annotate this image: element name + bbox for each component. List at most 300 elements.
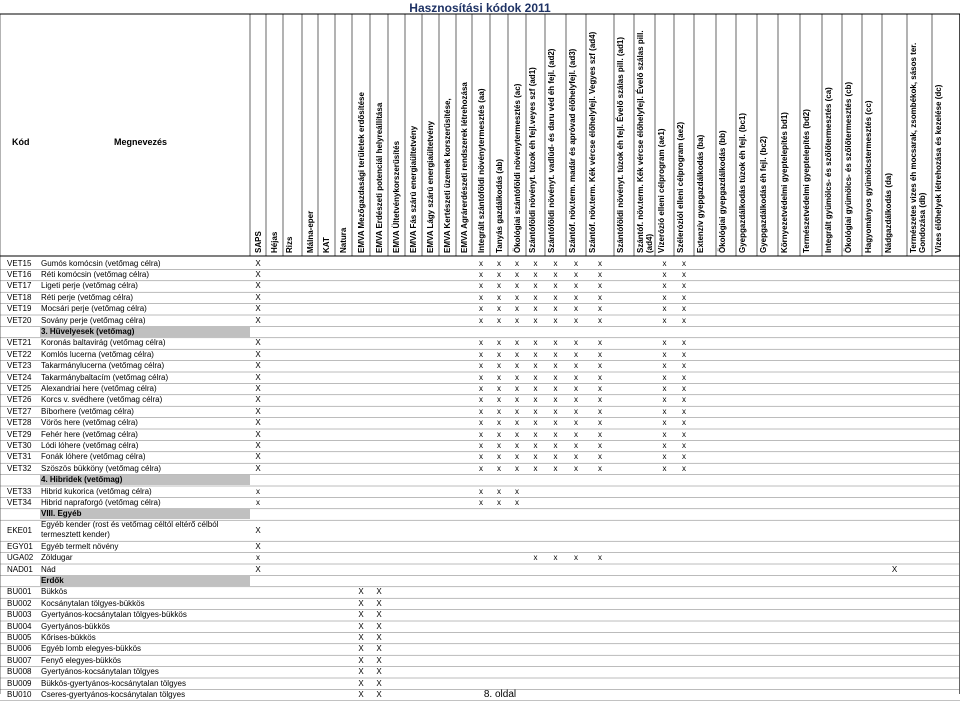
column-header: Natura <box>339 227 348 253</box>
mark-cell: x <box>533 406 538 416</box>
mark-cell: X <box>255 361 261 371</box>
mark-cell: X <box>255 418 261 428</box>
column-header: EMVA Agrárerdészeti rendszerek létrehozása <box>459 82 469 253</box>
column-header: Integrált gyümölcs- és szőlőtermesztés (ca) <box>824 87 833 253</box>
row-code: VET20 <box>7 315 32 325</box>
mark-cell: x <box>497 304 501 314</box>
mark-cell: x <box>662 383 667 393</box>
column-header: Gyepgazdálkodás éh fejl. (bc2) <box>759 136 768 253</box>
mark-cell: x <box>533 338 538 348</box>
mark-cell: X <box>358 632 364 642</box>
row-code: VET32 <box>7 463 32 473</box>
mark-cell: x <box>479 281 483 291</box>
mark-cell: x <box>574 383 578 393</box>
mark-cell: x <box>598 553 602 563</box>
mark-cell: x <box>553 258 558 268</box>
row-code: VET33 <box>7 486 32 496</box>
row-name: Gyertyános-bükkös <box>41 621 110 631</box>
column-header: Szántóf. növ.term. Kék vércse élőhelyfejl. Évelő szálas pill. (ad4) <box>636 30 654 253</box>
mark-cell: x <box>682 440 686 450</box>
mark-cell: X <box>358 655 364 665</box>
mark-cell: x <box>497 486 501 496</box>
mark-cell: x <box>682 258 686 268</box>
mark-cell: x <box>553 553 558 563</box>
row-code: VET16 <box>7 269 32 279</box>
row-code: VET28 <box>7 418 32 428</box>
mark-cell: x <box>662 269 667 279</box>
mark-cell: x <box>598 269 602 279</box>
row-code: VET27 <box>7 406 32 416</box>
row-name: Nád <box>41 564 56 574</box>
column-header: EMVA Mezőgazdasági területek erdősítése <box>356 92 366 253</box>
mark-cell: x <box>574 269 578 279</box>
mark-cell: x <box>533 452 538 462</box>
mark-cell: x <box>574 281 578 291</box>
mark-cell: x <box>598 258 602 268</box>
mark-cell: x <box>515 440 519 450</box>
mark-cell: x <box>533 418 538 428</box>
mark-cell: x <box>682 315 686 325</box>
row-code: BU004 <box>7 621 32 631</box>
row-name: Bíborhere (vetőmag célra) <box>41 406 134 416</box>
mark-cell: x <box>497 429 501 439</box>
mark-cell: x <box>553 281 558 291</box>
row-code: EKE01 <box>7 525 32 535</box>
mark-cell: x <box>553 440 558 450</box>
mark-cell: x <box>533 383 538 393</box>
mark-cell: x <box>598 304 602 314</box>
mark-cell: x <box>574 553 578 563</box>
row-code: BU006 <box>7 644 32 654</box>
mark-cell: x <box>533 292 538 302</box>
mark-cell: x <box>662 338 667 348</box>
mark-cell: x <box>574 429 578 439</box>
mark-cell: x <box>682 349 686 359</box>
row-name: Bükkös <box>41 587 68 597</box>
column-header: EMVA Fás szárú energiaültetvény <box>409 125 418 253</box>
row-code: BU002 <box>7 598 32 608</box>
row-name: Egyéb termelt növény <box>41 541 119 551</box>
mark-cell: x <box>598 349 602 359</box>
mark-cell: x <box>497 418 501 428</box>
mark-cell: x <box>479 258 483 268</box>
column-header: Ökológiai gyepgazdálkodás (bb) <box>718 130 727 253</box>
column-header: Hagyományos gyümölcstermesztés (cc) <box>864 100 873 253</box>
column-header: EMVA Erdészeti potenciál helyreállítása <box>374 102 384 253</box>
mark-cell: X <box>376 689 382 699</box>
mark-cell: x <box>515 269 519 279</box>
row-code: VET26 <box>7 395 32 405</box>
row-name: Réti komócsin (vetőmag célra) <box>41 269 150 279</box>
column-header: EMVA Kertészeti üzemek korszerűsítése, <box>443 98 452 253</box>
row-name: Fonák lóhere (vetőmag célra) <box>41 452 146 462</box>
mark-cell: x <box>553 463 558 473</box>
row-name: Vörös here (vetőmag célra) <box>41 418 138 428</box>
mark-cell: X <box>255 452 261 462</box>
mark-cell: x <box>497 395 501 405</box>
row-name: Sovány perje (vetőmag célra) <box>41 315 146 325</box>
column-header: Tanyás gazdálkodás (ab) <box>494 158 504 253</box>
mark-cell: x <box>515 304 519 314</box>
row-name: Egyéb kender (rost és vetőmag céltól eltérő célból termesztett kender) <box>41 519 219 539</box>
mark-cell: x <box>598 315 602 325</box>
mark-cell: x <box>574 258 578 268</box>
row-name: Takarmánybaltacím (vetőmag célra) <box>41 372 169 382</box>
mark-cell: x <box>479 406 483 416</box>
column-header: Málna-eper <box>305 210 315 253</box>
mark-cell: x <box>574 395 578 405</box>
row-code: VET17 <box>7 281 32 291</box>
mark-cell: X <box>255 315 261 325</box>
row-name: Gyertyános-kocsánytalan tölgyes <box>41 667 159 677</box>
mark-cell: x <box>553 418 558 428</box>
mark-cell: x <box>598 418 602 428</box>
mark-cell: X <box>376 621 382 631</box>
row-name: Kőrises-bükkös <box>41 632 96 642</box>
row-code: VET29 <box>7 429 32 439</box>
mark-cell: X <box>255 372 261 382</box>
mark-cell: x <box>682 406 686 416</box>
mark-cell: x <box>598 292 602 302</box>
mark-cell: x <box>574 338 578 348</box>
mark-cell: x <box>497 406 501 416</box>
section-heading: 4. Hibridek (vetőmag) <box>41 475 123 485</box>
mark-cell: x <box>574 349 578 359</box>
row-name: Komlós lucerna (vetőmag célra) <box>41 349 154 359</box>
mark-cell: x <box>662 406 667 416</box>
mark-cell: x <box>479 440 483 450</box>
row-name: Ligeti perje (vetőmag célra) <box>41 281 138 291</box>
mark-cell: x <box>574 406 578 416</box>
mark-cell: X <box>255 383 261 393</box>
mark-cell: x <box>515 486 519 496</box>
mark-cell: x <box>515 452 519 462</box>
row-code: VET18 <box>7 292 32 302</box>
mark-cell: X <box>376 655 382 665</box>
mark-cell: x <box>598 429 602 439</box>
column-header: Vizes élőhelyek létrehozása és kezelése (dc) <box>934 84 943 253</box>
mark-cell: x <box>533 349 538 359</box>
row-code: VET24 <box>7 372 32 382</box>
mark-cell: x <box>533 463 538 473</box>
mark-cell: x <box>598 383 602 393</box>
row-code: VET21 <box>7 338 32 348</box>
mark-cell: x <box>682 418 686 428</box>
mark-cell: X <box>255 349 261 359</box>
mark-cell: x <box>682 383 686 393</box>
page-number: 8. oldal <box>483 689 517 700</box>
mark-cell: x <box>553 406 558 416</box>
section-heading: Erdők <box>41 575 64 585</box>
row-name: Mocsári perje (vetőmag célra) <box>41 304 147 314</box>
mark-cell: x <box>479 292 483 302</box>
mark-cell: x <box>479 361 483 371</box>
mark-cell: x <box>479 372 483 382</box>
column-header: EMVA Ültetvénykorszerűsítés <box>392 140 401 253</box>
mark-cell: x <box>497 349 501 359</box>
mark-cell: x <box>662 258 667 268</box>
mark-cell: x <box>479 304 483 314</box>
mark-cell: x <box>515 258 519 268</box>
mark-cell: X <box>255 564 261 574</box>
mark-cell: x <box>598 281 602 291</box>
mark-cell: x <box>497 269 501 279</box>
row-code: BU010 <box>7 689 32 699</box>
row-name: Fehér here (vetőmag célra) <box>41 429 138 439</box>
mark-cell: x <box>515 497 519 507</box>
row-name: Kocsánytalan tölgyes-bükkös <box>41 598 145 608</box>
mark-cell: X <box>358 667 364 677</box>
mark-cell: x <box>682 269 686 279</box>
mark-cell: x <box>479 463 483 473</box>
mark-cell: X <box>255 525 261 535</box>
mark-cell: x <box>682 292 686 302</box>
row-name: Réti perje (vetőmag célra) <box>41 292 134 302</box>
mark-cell: x <box>533 361 538 371</box>
mark-cell: X <box>358 610 364 620</box>
column-header: Természetvédelmi gyeptelepítés (bd2) <box>802 109 811 253</box>
row-code: VET23 <box>7 361 32 371</box>
mark-cell: x <box>479 383 483 393</box>
column-header: Széleróziól elleni célprogram (ae2) <box>676 121 685 253</box>
column-header: Szántóföldi növényt. túzok éh fejl. Évelő szálas pill. (ad1) <box>616 36 625 253</box>
mark-cell: x <box>682 304 686 314</box>
mark-cell: X <box>255 406 261 416</box>
mark-cell: x <box>553 338 558 348</box>
mark-cell: x <box>515 349 519 359</box>
mark-cell: x <box>574 440 578 450</box>
mark-cell: X <box>376 632 382 642</box>
mark-cell: X <box>358 621 364 631</box>
row-name: Gumós komócsin (vetőmag célra) <box>41 258 161 268</box>
column-header: Ökológiai szántóföldi növénytermesztés (ac) <box>512 83 522 253</box>
row-name: Cseres-gyertyános-kocsánytalan tölgyes <box>41 689 186 699</box>
mark-cell: x <box>553 429 558 439</box>
mark-cell: X <box>255 258 261 268</box>
column-header: KAT <box>322 237 331 253</box>
mark-cell: x <box>515 383 519 393</box>
mark-cell: x <box>479 497 483 507</box>
mark-cell: x <box>497 338 501 348</box>
mark-cell: x <box>682 395 686 405</box>
mark-cell: x <box>682 361 686 371</box>
column-header: Nádgazdálkodás (da) <box>884 172 893 253</box>
column-header: EMVA Lágy szárú energiaültetvény <box>426 120 435 253</box>
row-name: Bükkös-gyertyános-kocsánytalan tölgyes <box>41 678 186 688</box>
row-code: EGY01 <box>7 541 33 551</box>
column-header: Szántóföldi növényt. túzok éh fejl.veyes szf (ad1) <box>528 67 537 253</box>
mark-cell: x <box>533 315 538 325</box>
mark-cell: x <box>533 429 538 439</box>
mark-cell: x <box>515 463 519 473</box>
mark-cell: X <box>376 587 382 597</box>
row-name: Fenyő elegyes-bükkös <box>41 655 122 665</box>
mark-cell: x <box>682 452 686 462</box>
mark-cell: X <box>255 338 261 348</box>
mark-cell: x <box>497 315 501 325</box>
section-band <box>40 575 250 585</box>
column-header: Héjas <box>270 231 279 253</box>
mark-cell: X <box>376 644 382 654</box>
mark-cell: x <box>662 281 667 291</box>
row-code: VET15 <box>7 258 32 268</box>
mark-cell: x <box>533 281 538 291</box>
column-header: Ökológiai gyümölcs- és szőlőtermesztés (cb) <box>844 81 853 253</box>
mark-cell: X <box>255 395 261 405</box>
mark-cell: x <box>553 395 558 405</box>
mark-cell: x <box>515 395 519 405</box>
mark-cell: x <box>256 497 260 507</box>
mark-cell: X <box>376 678 382 688</box>
mark-cell: x <box>662 452 667 462</box>
mark-cell: X <box>891 564 898 574</box>
mark-cell: x <box>533 553 538 563</box>
mark-cell: X <box>376 598 382 608</box>
column-header: Szántóf. növ.term. madár és apróvad élőhelyfejl. (ad3) <box>568 48 577 253</box>
mark-cell: x <box>256 553 260 563</box>
mark-cell: x <box>598 338 602 348</box>
row-name: Korcs v. svédhere (vetőmag célra) <box>41 395 163 405</box>
header-kod: Kód <box>12 137 30 147</box>
mark-cell: x <box>598 395 602 405</box>
mark-cell: x <box>662 315 667 325</box>
row-name: Lódi lóhere (vetőmag célra) <box>41 440 139 450</box>
mark-cell: X <box>255 463 261 473</box>
mark-cell: x <box>515 315 519 325</box>
mark-cell: x <box>497 383 501 393</box>
mark-cell: x <box>553 269 558 279</box>
mark-cell: x <box>598 452 602 462</box>
mark-cell: x <box>533 269 538 279</box>
mark-cell: x <box>553 304 558 314</box>
row-code: BU005 <box>7 632 32 642</box>
mark-cell: X <box>255 292 261 302</box>
mark-cell: x <box>479 395 483 405</box>
mark-cell: x <box>515 406 519 416</box>
mark-cell: x <box>533 258 538 268</box>
mark-cell: x <box>553 292 558 302</box>
row-code: VET30 <box>7 440 32 450</box>
mark-cell: x <box>682 338 686 348</box>
mark-cell: x <box>553 372 558 382</box>
mark-cell: X <box>255 440 261 450</box>
mark-cell: x <box>553 349 558 359</box>
mark-cell: x <box>598 463 602 473</box>
mark-cell: x <box>515 372 519 382</box>
mark-cell: x <box>682 281 686 291</box>
mark-cell: X <box>358 689 364 699</box>
mark-cell: x <box>662 349 667 359</box>
mark-cell: x <box>533 395 538 405</box>
mark-cell: X <box>255 281 261 291</box>
section-heading: 3. Hüvelyesek (vetőmag) <box>41 326 135 336</box>
row-code: BU009 <box>7 678 32 688</box>
mark-cell: x <box>574 418 578 428</box>
mark-cell: x <box>479 269 483 279</box>
header-megnevezes: Megnevezés <box>114 137 168 147</box>
mark-cell: x <box>574 304 578 314</box>
mark-cell: x <box>533 372 538 382</box>
row-name: Zöldugar <box>41 553 73 563</box>
row-code: VET22 <box>7 349 32 359</box>
mark-cell: x <box>662 463 667 473</box>
mark-cell: X <box>358 644 364 654</box>
row-name: Takarmánylucerna (vetőmag célra) <box>41 361 165 371</box>
column-header: Természetes vizes éh mocsarak, zsombékok, sásos ter. Gondozása (db) <box>909 42 927 253</box>
mark-cell: x <box>662 361 667 371</box>
mark-cell: x <box>515 338 519 348</box>
page-title: Hasznosítási kódok 2011 <box>409 1 551 15</box>
row-name: Szöszös bükköny (vetőmag célra) <box>41 463 162 473</box>
column-header: Szántóf. növ.term. Kék vércse élőhelyfejl. Vegyes szf (ad4) <box>588 31 597 253</box>
mark-cell: X <box>376 610 382 620</box>
row-code: VET31 <box>7 452 32 462</box>
mark-cell: x <box>479 429 483 439</box>
mark-cell: x <box>497 292 501 302</box>
mark-cell: x <box>662 304 667 314</box>
mark-cell: x <box>497 440 501 450</box>
mark-cell: X <box>255 304 261 314</box>
mark-cell: x <box>574 372 578 382</box>
mark-cell: x <box>479 486 483 496</box>
mark-cell: x <box>497 463 501 473</box>
mark-cell: x <box>256 486 260 496</box>
row-code: BU001 <box>7 587 32 597</box>
mark-cell: x <box>574 361 578 371</box>
row-code: UGA02 <box>7 553 34 563</box>
mark-cell: x <box>497 281 501 291</box>
column-header: Szántóföldi növényt. vadlúd- és daru véd éh fejl. (ad2) <box>547 48 556 253</box>
mark-cell: x <box>662 440 667 450</box>
mark-cell: x <box>662 429 667 439</box>
mark-cell: x <box>515 418 519 428</box>
mark-cell: x <box>497 258 501 268</box>
row-code: NAD01 <box>7 564 33 574</box>
mark-cell: x <box>533 440 538 450</box>
mark-cell: x <box>479 418 483 428</box>
mark-cell: x <box>479 338 483 348</box>
mark-cell: X <box>358 598 364 608</box>
mark-cell: x <box>497 452 501 462</box>
mark-cell: x <box>479 315 483 325</box>
mark-cell: x <box>574 452 578 462</box>
mark-cell: x <box>662 292 667 302</box>
mark-cell: X <box>255 541 261 551</box>
mark-cell: x <box>662 395 667 405</box>
mark-cell: X <box>376 667 382 677</box>
mark-cell: x <box>598 406 602 416</box>
mark-cell: x <box>479 452 483 462</box>
row-name: Egyéb lomb elegyes-bükkös <box>41 644 142 654</box>
row-name: Koronás baltavirág (vetőmag célra) <box>41 338 166 348</box>
row-code: VET34 <box>7 497 32 507</box>
column-header: Környezetvédelmi gyeptelepítés bd1) <box>780 112 789 253</box>
mark-cell: x <box>662 372 667 382</box>
row-name: Alexandriai here (vetőmag célra) <box>41 383 157 393</box>
row-name: Hibrid kukorica (vetőmag célra) <box>41 486 152 496</box>
mark-cell: x <box>662 418 667 428</box>
column-header: Extenzív gyepgazdálkodás (ba) <box>696 134 705 253</box>
mark-cell: x <box>479 349 483 359</box>
section-heading: VIII. Egyéb <box>41 509 82 519</box>
mark-cell: X <box>255 269 261 279</box>
mark-cell: x <box>598 440 602 450</box>
column-header: SAPS <box>253 231 263 253</box>
mark-cell: x <box>553 361 558 371</box>
column-header: Integrált szántóföldi növénytermesztés (aa) <box>476 88 486 253</box>
mark-cell: x <box>533 304 538 314</box>
mark-cell: x <box>682 372 686 382</box>
